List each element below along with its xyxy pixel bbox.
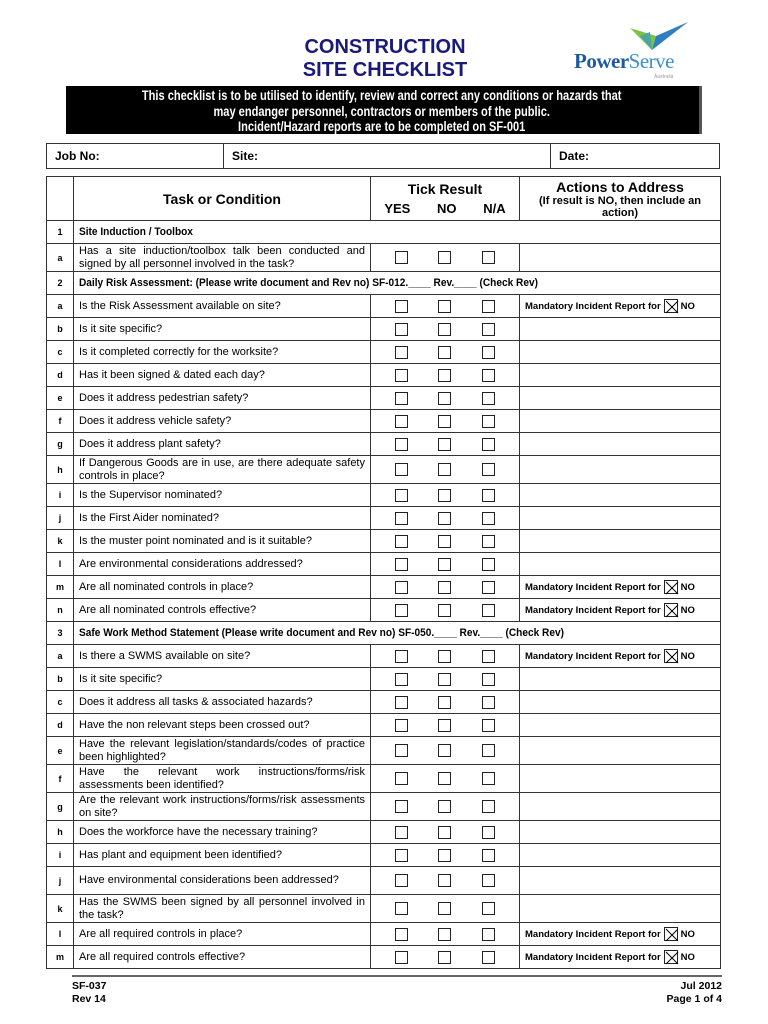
task-text: Has the SWMS been signed by all personnel involved in the task?: [74, 895, 371, 923]
task-text: Are all nominated controls in place?: [74, 576, 371, 599]
section-row: [47, 622, 721, 645]
table-row: [47, 668, 721, 691]
action-cell[interactable]: [520, 484, 721, 507]
yes-checkbox[interactable]: [395, 463, 408, 476]
banner-line: Incident/Hazard reports are to be completed on SF-001: [238, 119, 526, 134]
tick-cell: [371, 484, 520, 507]
yes-checkbox[interactable]: [395, 826, 408, 839]
action-cell[interactable]: [520, 318, 721, 341]
na-checkbox[interactable]: [482, 251, 495, 264]
task-text: Has plant and equipment been identified?: [74, 844, 371, 867]
row-number: b: [47, 668, 74, 691]
task-text: Is the Supervisor nominated?: [74, 484, 371, 507]
tick-cell: [371, 553, 520, 576]
revision: Rev 14: [72, 993, 106, 1005]
mandatory-report-text: Mandatory Incident Report for: [525, 928, 661, 940]
no-checkbox[interactable]: [438, 558, 451, 571]
no-checkbox[interactable]: [438, 902, 451, 915]
action-cell[interactable]: [520, 895, 721, 923]
no-checkbox[interactable]: [438, 951, 451, 964]
mandatory-no-label: NO: [680, 604, 695, 616]
mandatory-report-text: Mandatory Incident Report for: [525, 650, 661, 662]
table-row: [47, 867, 721, 895]
table-row: [47, 553, 721, 576]
no-checkbox[interactable]: [438, 415, 451, 428]
row-number: h: [47, 456, 74, 484]
tick-cell: [371, 318, 520, 341]
mandatory-report-text: Mandatory Incident Report for: [525, 581, 661, 593]
row-number: d: [47, 364, 74, 387]
number-header: [47, 177, 74, 221]
na-checkbox[interactable]: [482, 489, 495, 502]
table-row: [47, 599, 721, 622]
row-number: j: [47, 867, 74, 895]
mandatory-report-text: Mandatory Incident Report for: [525, 300, 661, 312]
date-field[interactable]: Date:: [559, 149, 590, 163]
tick-cell: [371, 821, 520, 844]
action-cell[interactable]: [520, 923, 721, 946]
footer-date: Jul 2012: [680, 980, 722, 992]
task-text: Has a site induction/toolbox talk been conducted and signed by all personnel involved in the task?: [74, 244, 371, 272]
task-text: Is the Risk Assessment available on site?: [74, 295, 371, 318]
yes-checkbox[interactable]: [395, 604, 408, 617]
task-text: Is the First Aider nominated?: [74, 507, 371, 530]
task-text: Does it address pedestrian safety?: [74, 387, 371, 410]
yes-checkbox[interactable]: [395, 369, 408, 382]
task-text: Are the relevant work instructions/forms/risk assessments on site?: [74, 793, 371, 821]
table-row: [47, 364, 721, 387]
action-cell[interactable]: [520, 433, 721, 456]
document-title: [250, 36, 520, 82]
tick-cell: [371, 387, 520, 410]
na-checkbox[interactable]: [482, 928, 495, 941]
yes-checkbox[interactable]: [395, 928, 408, 941]
action-cell[interactable]: [520, 530, 721, 553]
no-checkbox[interactable]: [438, 463, 451, 476]
na-checkbox[interactable]: [482, 415, 495, 428]
task-text: Have environmental considerations been addressed?: [74, 867, 371, 895]
no-checkbox[interactable]: [438, 696, 451, 709]
row-number: l: [47, 923, 74, 946]
tick-cell: [371, 946, 520, 969]
task-text: Are environmental considerations addressed?: [74, 553, 371, 576]
no-checkbox[interactable]: [438, 604, 451, 617]
na-checkbox[interactable]: [482, 696, 495, 709]
section-row: [47, 221, 721, 244]
action-cell[interactable]: [520, 553, 721, 576]
no-checkbox[interactable]: [438, 673, 451, 686]
tick-cell: [371, 691, 520, 714]
table-row: [47, 507, 721, 530]
na-checkbox[interactable]: [482, 826, 495, 839]
footer: [72, 975, 722, 1006]
no-checkbox[interactable]: [438, 535, 451, 548]
action-cell[interactable]: [520, 645, 721, 668]
row-number: 2: [47, 272, 74, 295]
row-number: e: [47, 737, 74, 765]
tick-result-header: [371, 177, 520, 221]
yes-checkbox[interactable]: [395, 696, 408, 709]
yes-checkbox[interactable]: [395, 951, 408, 964]
task-text: Is it site specific?: [74, 668, 371, 691]
task-text: Has it been signed & dated each day?: [74, 364, 371, 387]
na-checkbox[interactable]: [482, 902, 495, 915]
yes-checkbox[interactable]: [395, 772, 408, 785]
tick-cell: [371, 923, 520, 946]
tick-cell: [371, 668, 520, 691]
task-text: Is there a SWMS available on site?: [74, 645, 371, 668]
tick-cell: [371, 867, 520, 895]
no-checkbox[interactable]: [438, 772, 451, 785]
table-row: [47, 946, 721, 969]
checklist-table: [46, 176, 721, 969]
section-row: [47, 272, 721, 295]
no-checkbox[interactable]: [438, 826, 451, 839]
powerserve-logo: [570, 22, 695, 84]
task-text: Does it address all tasks & associated hazards?: [74, 691, 371, 714]
no-checkbox[interactable]: [438, 874, 451, 887]
no-checkbox[interactable]: [438, 849, 451, 862]
row-number: j: [47, 507, 74, 530]
no-checkbox[interactable]: [438, 438, 451, 451]
na-checkbox[interactable]: [482, 512, 495, 525]
title-line-2: SITE CHECKLIST: [302, 59, 468, 81]
tick-cell: [371, 530, 520, 553]
no-checkbox[interactable]: [438, 323, 451, 336]
mandatory-report-text: Mandatory Incident Report for: [525, 951, 661, 963]
na-checkbox[interactable]: [482, 581, 495, 594]
yes-checkbox[interactable]: [395, 300, 408, 313]
no-checkbox[interactable]: [438, 800, 451, 813]
row-number: g: [47, 793, 74, 821]
task-text: Is it site specific?: [74, 318, 371, 341]
row-number: c: [47, 341, 74, 364]
tick-cell: [371, 456, 520, 484]
yes-checkbox[interactable]: [395, 489, 408, 502]
row-number: i: [47, 844, 74, 867]
task-text: Does it address vehicle safety?: [74, 410, 371, 433]
na-checkbox[interactable]: [482, 369, 495, 382]
action-cell[interactable]: [520, 844, 721, 867]
table-row: [47, 410, 721, 433]
checked-box-icon: [664, 580, 678, 594]
na-checkbox[interactable]: [482, 874, 495, 887]
table-row: [47, 793, 721, 821]
no-checkbox[interactable]: [438, 346, 451, 359]
task-text: Are all required controls effective?: [74, 946, 371, 969]
page-number: Page 1 of 4: [666, 993, 722, 1005]
action-cell[interactable]: [520, 714, 721, 737]
no-checkbox[interactable]: [438, 928, 451, 941]
row-number: n: [47, 599, 74, 622]
mandatory-no-label: NO: [680, 951, 695, 963]
no-checkbox[interactable]: [438, 392, 451, 405]
tick-cell: [371, 410, 520, 433]
site-field[interactable]: Site:: [224, 144, 551, 168]
tick-cell: [371, 244, 520, 272]
instructions-banner: [66, 86, 702, 134]
yes-checkbox[interactable]: [395, 650, 408, 663]
section-cell: [74, 221, 721, 244]
tick-result-label: Tick Result: [407, 181, 483, 197]
na-checkbox[interactable]: [482, 650, 495, 663]
form-number: SF-037: [72, 980, 107, 992]
row-number: b: [47, 318, 74, 341]
action-cell[interactable]: [520, 364, 721, 387]
yes-checkbox[interactable]: [395, 902, 408, 915]
row-number: m: [47, 576, 74, 599]
na-checkbox[interactable]: [482, 849, 495, 862]
banner-line: This checklist is to be utilised to identify, review and correct any conditions or hazards that: [141, 88, 622, 103]
job-info-row: [46, 143, 720, 169]
yes-checkbox[interactable]: [395, 744, 408, 757]
mandatory-no-label: NO: [680, 581, 695, 593]
task-header: Task or Condition: [74, 177, 371, 221]
tick-cell: [371, 895, 520, 923]
tick-cell: [371, 295, 520, 318]
tick-cell: [371, 341, 520, 364]
no-checkbox[interactable]: [438, 251, 451, 264]
tick-cell: [371, 364, 520, 387]
table-row: [47, 645, 721, 668]
no-checkbox[interactable]: [438, 300, 451, 313]
tick-cell: [371, 507, 520, 530]
tick-cell: [371, 844, 520, 867]
no-checkbox[interactable]: [438, 489, 451, 502]
mandatory-no-label: NO: [680, 928, 695, 940]
action-cell[interactable]: [520, 867, 721, 895]
logo-mark-icon: [630, 22, 690, 52]
task-text: Have the non relevant steps been crossed out?: [74, 714, 371, 737]
section-title: Daily Risk Assessment: (Please write document and Rev no) SF-012.____ Rev.____ (Check Rev): [79, 276, 538, 289]
tick-cell: [371, 793, 520, 821]
tick-cell: [371, 599, 520, 622]
task-text: Does the workforce have the necessary training?: [74, 821, 371, 844]
row-number: d: [47, 714, 74, 737]
action-cell[interactable]: [520, 668, 721, 691]
no-checkbox[interactable]: [438, 512, 451, 525]
table-row: [47, 691, 721, 714]
na-checkbox[interactable]: [482, 951, 495, 964]
logo-wordmark: PowerServe: [574, 49, 674, 73]
table-row: [47, 318, 721, 341]
table-row: [47, 923, 721, 946]
yes-checkbox[interactable]: [395, 535, 408, 548]
task-text: Is the muster point nominated and is it suitable?: [74, 530, 371, 553]
row-number: a: [47, 244, 74, 272]
yes-checkbox[interactable]: [395, 415, 408, 428]
yes-checkbox[interactable]: [395, 251, 408, 264]
job-no-field[interactable]: Job No:: [47, 144, 224, 168]
row-number: i: [47, 484, 74, 507]
action-cell[interactable]: [520, 737, 721, 765]
na-checkbox[interactable]: [482, 392, 495, 405]
task-text: Are all nominated controls effective?: [74, 599, 371, 622]
checked-box-icon: [664, 649, 678, 663]
yes-checkbox[interactable]: [395, 346, 408, 359]
table-row: [47, 433, 721, 456]
table-row: [47, 821, 721, 844]
action-cell[interactable]: [520, 244, 721, 272]
section-cell: [74, 272, 721, 295]
no-checkbox[interactable]: [438, 744, 451, 757]
no-checkbox[interactable]: [438, 369, 451, 382]
na-checkbox[interactable]: [482, 300, 495, 313]
yes-checkbox[interactable]: [395, 512, 408, 525]
row-number: g: [47, 433, 74, 456]
checked-box-icon: [664, 299, 678, 313]
section-cell: [74, 622, 721, 645]
actions-sublabel: (If result is NO, then include an action): [539, 194, 701, 219]
table-row: [47, 244, 721, 272]
row-number: f: [47, 410, 74, 433]
action-cell[interactable]: [520, 341, 721, 364]
task-text: Have the relevant legislation/standards/codes of practice been highlighted?: [74, 737, 371, 765]
yes-checkbox[interactable]: [395, 800, 408, 813]
table-row: [47, 484, 721, 507]
action-cell[interactable]: [520, 793, 721, 821]
checked-box-icon: [664, 603, 678, 617]
yes-checkbox[interactable]: [395, 673, 408, 686]
tick-cell: [371, 576, 520, 599]
tick-cell: [371, 714, 520, 737]
tick-cell: [371, 433, 520, 456]
yes-checkbox[interactable]: [395, 581, 408, 594]
no-checkbox[interactable]: [438, 719, 451, 732]
na-checkbox[interactable]: [482, 323, 495, 336]
action-cell[interactable]: [520, 821, 721, 844]
tick-cell: [371, 645, 520, 668]
yes-checkbox[interactable]: [395, 392, 408, 405]
table-row: [47, 737, 721, 765]
action-cell[interactable]: [520, 691, 721, 714]
yes-checkbox[interactable]: [395, 323, 408, 336]
row-number: a: [47, 295, 74, 318]
task-text: Have the relevant work instructions/forms/risk assessments been identified?: [74, 765, 371, 793]
row-number: e: [47, 387, 74, 410]
table-row: [47, 295, 721, 318]
na-checkbox[interactable]: [482, 535, 495, 548]
row-number: h: [47, 821, 74, 844]
table-row: [47, 576, 721, 599]
row-number: a: [47, 645, 74, 668]
table-row: [47, 844, 721, 867]
na-checkbox[interactable]: [482, 719, 495, 732]
actions-label: Actions to Address: [556, 178, 684, 195]
row-number: c: [47, 691, 74, 714]
action-cell[interactable]: [520, 576, 721, 599]
actions-header: [520, 177, 721, 221]
checked-box-icon: [664, 927, 678, 941]
logo-subtitle: Australia: [654, 74, 674, 80]
na-checkbox[interactable]: [482, 604, 495, 617]
table-row: [47, 456, 721, 484]
yes-checkbox[interactable]: [395, 849, 408, 862]
task-text: Are all required controls in place?: [74, 923, 371, 946]
tick-cell: [371, 737, 520, 765]
no-checkbox[interactable]: [438, 581, 451, 594]
yes-checkbox[interactable]: [395, 438, 408, 451]
action-cell[interactable]: [520, 387, 721, 410]
yes-label: YES: [384, 201, 411, 216]
action-cell[interactable]: [520, 946, 721, 969]
action-cell[interactable]: [520, 507, 721, 530]
na-checkbox[interactable]: [482, 438, 495, 451]
row-number: 1: [47, 221, 74, 244]
table-row: [47, 895, 721, 923]
checked-box-icon: [664, 950, 678, 964]
na-checkbox[interactable]: [482, 346, 495, 359]
no-checkbox[interactable]: [438, 650, 451, 663]
section-title: Site Induction / Toolbox: [79, 225, 193, 238]
task-text: Is it completed correctly for the worksite?: [74, 341, 371, 364]
row-number: k: [47, 895, 74, 923]
action-cell[interactable]: [520, 410, 721, 433]
yes-checkbox[interactable]: [395, 719, 408, 732]
row-number: l: [47, 553, 74, 576]
na-checkbox[interactable]: [482, 744, 495, 757]
yes-checkbox[interactable]: [395, 874, 408, 887]
table-row: [47, 387, 721, 410]
table-row: [47, 530, 721, 553]
table-row: [47, 765, 721, 793]
section-title: Safe Work Method Statement (Please write document and Rev no) SF-050.____ Rev.____ (Check Rev): [79, 626, 564, 639]
yes-checkbox[interactable]: [395, 558, 408, 571]
mandatory-report-text: Mandatory Incident Report for: [525, 604, 661, 616]
title-line-1: CONSTRUCTION: [304, 36, 466, 58]
mandatory-no-label: NO: [680, 650, 695, 662]
action-cell[interactable]: [520, 765, 721, 793]
action-cell[interactable]: [520, 295, 721, 318]
table-row: [47, 714, 721, 737]
action-cell[interactable]: [520, 456, 721, 484]
banner-line: may endanger personnel, contractors or members of the public.: [213, 103, 550, 119]
na-checkbox[interactable]: [482, 463, 495, 476]
tick-cell: [371, 765, 520, 793]
mandatory-no-label: NO: [680, 300, 695, 312]
na-checkbox[interactable]: [482, 673, 495, 686]
no-label: NO: [437, 201, 457, 216]
row-number: f: [47, 765, 74, 793]
row-number: 3: [47, 622, 74, 645]
action-cell[interactable]: [520, 599, 721, 622]
table-row: [47, 341, 721, 364]
task-text: If Dangerous Goods are in use, are there adequate safety controls in place?: [74, 456, 371, 484]
na-checkbox[interactable]: [482, 772, 495, 785]
na-label: N/A: [483, 201, 506, 216]
na-checkbox[interactable]: [482, 558, 495, 571]
na-checkbox[interactable]: [482, 800, 495, 813]
row-number: m: [47, 946, 74, 969]
row-number: k: [47, 530, 74, 553]
task-text: Does it address plant safety?: [74, 433, 371, 456]
